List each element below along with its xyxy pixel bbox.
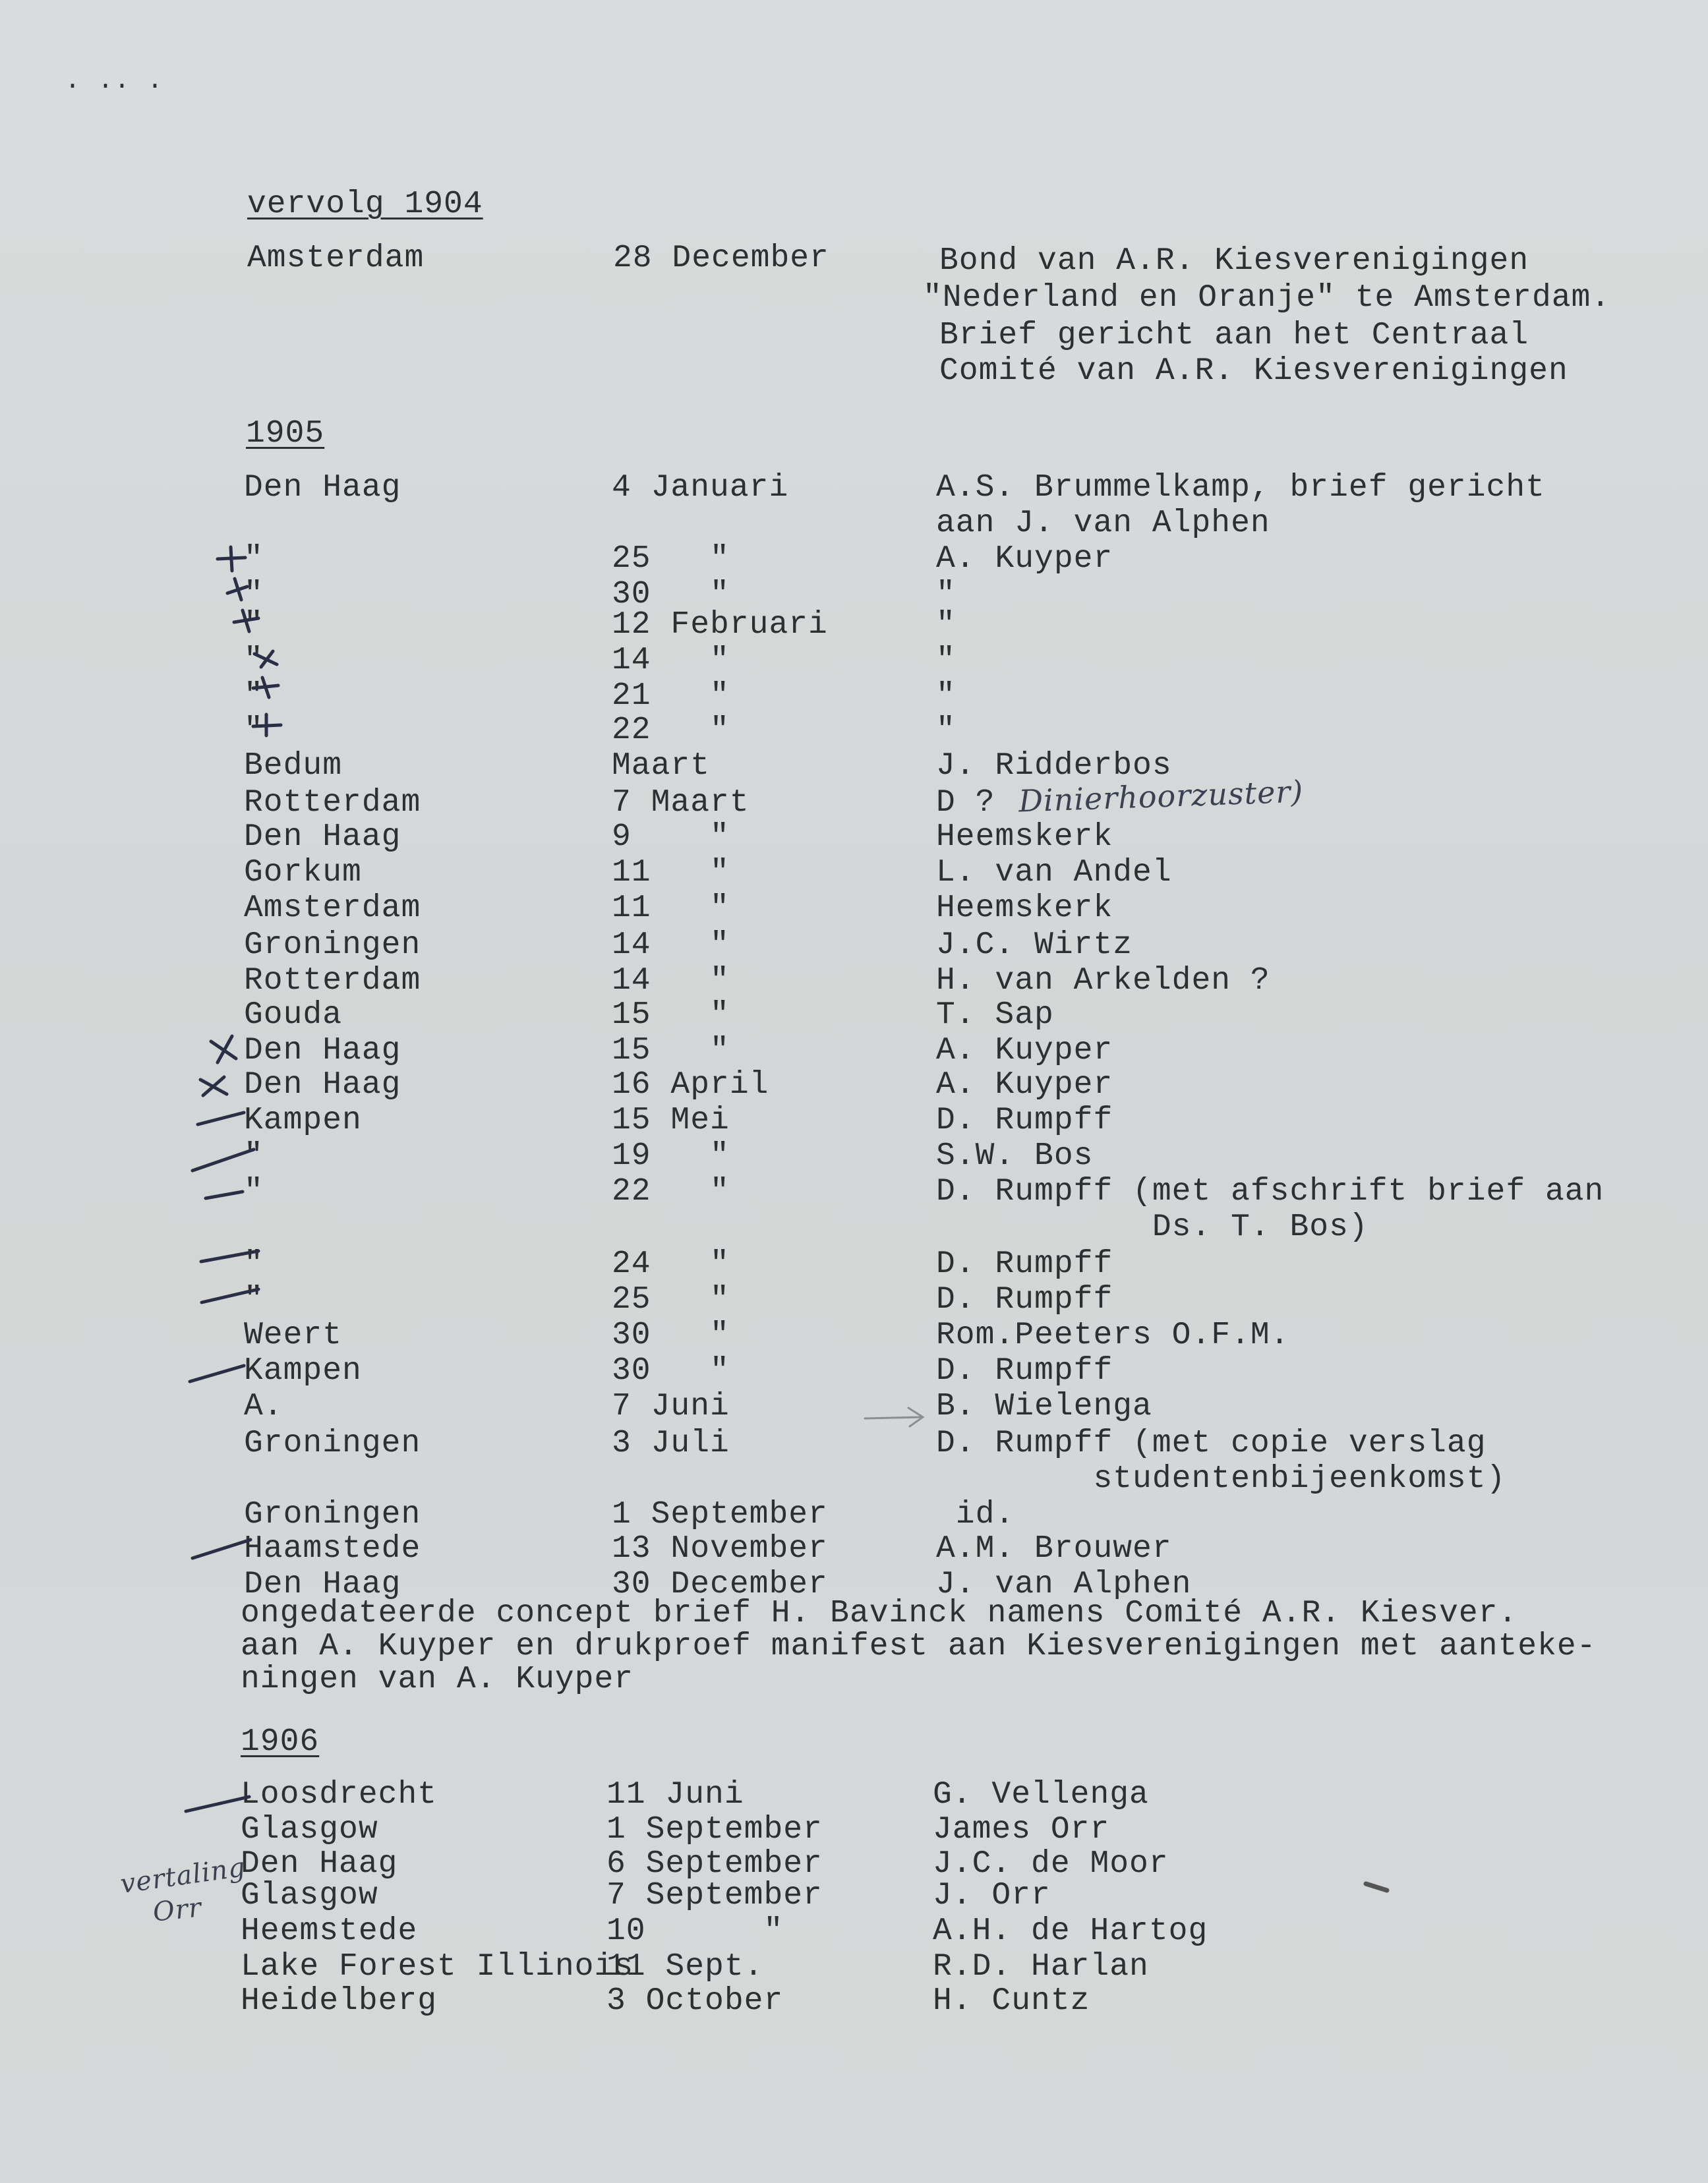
entry-date: 7 Juni: [612, 1389, 730, 1424]
entry-place: Kampen: [244, 1103, 362, 1138]
entry-continuation: Brief gericht aan het Centraal: [939, 318, 1529, 353]
entry-person: J.C. Wirtz: [936, 927, 1133, 963]
entry-person: Heemskerk: [936, 819, 1113, 855]
entry-person: L. van Andel: [936, 855, 1172, 890]
entry-place: ": [244, 577, 264, 612]
entry-person: D. Rumpff: [936, 1103, 1113, 1138]
entry-date: 11 ": [612, 855, 730, 890]
cross-mark-icon: [234, 610, 258, 631]
cross-mark-icon: [227, 579, 247, 600]
cross-mark-icon: [218, 547, 245, 571]
entry-date: 15 ": [612, 1033, 730, 1068]
handwritten-note-rotterdam: Dinierhoorzuster): [1018, 773, 1305, 819]
entry-date: 25 ": [612, 541, 730, 577]
dash-mark-icon: [186, 1797, 249, 1811]
entry-person: Bond van A.R. Kiesverenigingen: [939, 243, 1529, 279]
entry-continuation: "Nederland en Oranje" te Amsterdam.: [923, 280, 1611, 316]
entry-place: Glasgow: [241, 1812, 378, 1848]
entry-person: ": [936, 577, 956, 612]
cross-mark-icon: [253, 714, 281, 736]
entry-place: ": [244, 607, 264, 643]
handwritten-margin-note-line2: Orr: [151, 1892, 204, 1928]
entry-date: 28 December: [613, 241, 829, 276]
entry-place: Amsterdam: [247, 241, 425, 276]
entry-person: D. Rumpff (met copie verslag: [936, 1426, 1487, 1461]
entry-person: J.C. de Moor: [933, 1846, 1169, 1882]
entry-person: id.: [936, 1497, 1015, 1532]
note-line: ongedateerde concept brief H. Bavinck namens Comité A.R. Kiesver.: [241, 1596, 1518, 1631]
entry-place: Haamstede: [244, 1531, 421, 1567]
entry-person: A.S. Brummelkamp, brief gericht: [936, 470, 1545, 506]
entry-person: H. Cuntz: [933, 1983, 1090, 2019]
entry-person: D. Rumpff: [936, 1282, 1113, 1318]
entry-date: 13 November: [612, 1531, 828, 1567]
note-line: aan A. Kuyper en drukproef manifest aan Kiesverenigingen met aanteke-: [241, 1629, 1597, 1664]
entry-person: A. Kuyper: [936, 1067, 1113, 1103]
entry-date: 3 Juli: [612, 1426, 730, 1461]
dash-mark-icon: [190, 1366, 244, 1382]
cross-mark-icon: [253, 678, 278, 697]
entry-person: ": [936, 678, 956, 714]
page-corner-mark: . .. .: [65, 67, 164, 96]
entry-place: Den Haag: [244, 819, 401, 855]
entry-place: ": [244, 541, 264, 577]
entry-place: Groningen: [244, 927, 421, 963]
arrow-right-icon: [865, 1408, 923, 1426]
dash-mark-icon: [198, 1113, 244, 1124]
entry-place: ": [244, 1138, 264, 1174]
entry-place: Groningen: [244, 1497, 421, 1532]
dash-mark-icon: [206, 1192, 243, 1198]
entry-person: B. Wielenga: [936, 1389, 1152, 1424]
entry-date: 30 December: [612, 1567, 828, 1602]
entry-date: 7 September: [606, 1878, 823, 1913]
entry-place: Kampen: [244, 1353, 362, 1389]
entry-person: A.M. Brouwer: [936, 1531, 1172, 1567]
entry-place: Loosdrecht: [241, 1777, 438, 1813]
entry-date: 21 ": [612, 678, 730, 714]
entry-person: A. Kuyper: [936, 1033, 1113, 1068]
entry-date: 16 April: [612, 1067, 769, 1103]
entry-date: 30 ": [612, 1318, 730, 1353]
entry-person: ": [936, 607, 956, 643]
note-line: ningen van A. Kuyper: [241, 1662, 634, 1697]
dash-mark-icon: [201, 1251, 258, 1262]
entry-person: A. Kuyper: [936, 541, 1113, 577]
entry-date: 9 ": [612, 819, 730, 855]
entry-date: 10 ": [606, 1913, 784, 1949]
entry-date: 30 ": [612, 577, 730, 612]
entry-place: Weert: [244, 1318, 343, 1353]
entry-place: Gouda: [244, 997, 343, 1033]
cross-mark-icon: [254, 651, 277, 667]
heading-1905: 1905: [246, 416, 325, 451]
entry-place: Den Haag: [244, 1567, 401, 1602]
entry-person: D. Rumpff: [936, 1353, 1113, 1389]
entry-person: Heemskerk: [936, 890, 1113, 926]
entry-place: Rotterdam: [244, 963, 421, 999]
entry-person: D ?: [936, 785, 995, 821]
entry-date: 3 October: [606, 1983, 784, 2019]
entry-date: 14 ": [612, 963, 730, 999]
entry-place: Den Haag: [241, 1846, 398, 1882]
entry-date: 22 ": [612, 713, 730, 748]
entry-date: 7 Maart: [612, 785, 750, 821]
entry-place: Lake Forest Illinois: [241, 1949, 634, 1985]
heading-1904: vervolg 1904: [247, 187, 483, 222]
entry-place: Rotterdam: [244, 785, 421, 821]
entry-person: D. Rumpff (met afschrift brief aan: [936, 1174, 1605, 1209]
entry-place: Den Haag: [244, 470, 401, 506]
entry-person: T. Sap: [936, 997, 1054, 1033]
dash-mark-icon: [192, 1150, 254, 1171]
entry-date: 4 Januari: [612, 470, 789, 506]
dash-mark-icon: [192, 1540, 250, 1558]
entry-date: 1 September: [612, 1497, 828, 1532]
entry-date: 12 Februari: [612, 607, 828, 643]
entry-continuation: Comité van A.R. Kiesverenigingen: [939, 353, 1568, 389]
entry-person: studentenbijeenkomst): [936, 1461, 1506, 1497]
entry-date: 19 ": [612, 1138, 730, 1174]
entry-place: Amsterdam: [244, 890, 421, 926]
entry-date: 11 ": [612, 890, 730, 926]
cross-mark-icon: [211, 1036, 236, 1062]
handwritten-margin-note-line1: vertaling: [118, 1851, 248, 1900]
entry-date: 11 Juni: [606, 1777, 744, 1813]
entry-date: 24 ": [612, 1246, 730, 1282]
entry-date: 22 ": [612, 1174, 730, 1209]
entry-place: ": [244, 1174, 264, 1209]
entry-person: Rom.Peeters O.F.M.: [936, 1318, 1290, 1353]
entry-person: S.W. Bos: [936, 1138, 1094, 1174]
entry-place: Den Haag: [244, 1067, 401, 1103]
entry-date: 25 ": [612, 1282, 730, 1318]
entry-place: Den Haag: [244, 1033, 401, 1068]
entry-person: A.H. de Hartog: [933, 1913, 1208, 1949]
entry-place: Bedum: [244, 748, 343, 784]
entry-person: J. van Alphen: [936, 1567, 1192, 1602]
entry-person: ": [936, 643, 956, 678]
entry-date: 6 September: [606, 1846, 823, 1882]
entry-person: R.D. Harlan: [933, 1949, 1149, 1985]
entry-date: 11 Sept.: [606, 1949, 764, 1985]
entry-person: James Orr: [933, 1812, 1110, 1848]
entry-place: ": [244, 643, 264, 678]
entry-date: 15 Mei: [612, 1103, 730, 1138]
entry-date: 14 ": [612, 643, 730, 678]
entry-date: Maart: [612, 748, 711, 784]
entry-place: ": [244, 1246, 264, 1282]
entry-place: ": [244, 1282, 264, 1318]
entry-date: 15 ": [612, 997, 730, 1033]
entry-person: J. Ridderbos: [936, 748, 1172, 784]
cross-mark-icon: [200, 1077, 227, 1095]
entry-place: A.: [244, 1389, 283, 1424]
entry-place: Heidelberg: [241, 1983, 438, 2019]
heading-1906: 1906: [241, 1724, 320, 1760]
entry-place: ": [244, 678, 264, 714]
entry-place: ": [244, 713, 264, 748]
entry-person: aan J. van Alphen: [936, 506, 1270, 541]
entry-date: 14 ": [612, 927, 730, 963]
entry-person: ": [936, 713, 956, 748]
entry-place: Glasgow: [241, 1878, 378, 1913]
dash-mark-icon: [1366, 1884, 1387, 1890]
entry-date: 1 September: [606, 1812, 823, 1848]
entry-person: H. van Arkelden ?: [936, 963, 1270, 999]
entry-person: J. Orr: [933, 1878, 1051, 1913]
entry-person: D. Rumpff: [936, 1246, 1113, 1282]
entry-place: Gorkum: [244, 855, 362, 890]
entry-person: Ds. T. Bos): [936, 1209, 1369, 1245]
entry-place: Groningen: [244, 1426, 421, 1461]
entry-place: Heemstede: [241, 1913, 418, 1949]
dash-mark-icon: [202, 1289, 258, 1302]
entry-person: G. Vellenga: [933, 1777, 1149, 1813]
entry-date: 30 ": [612, 1353, 730, 1389]
